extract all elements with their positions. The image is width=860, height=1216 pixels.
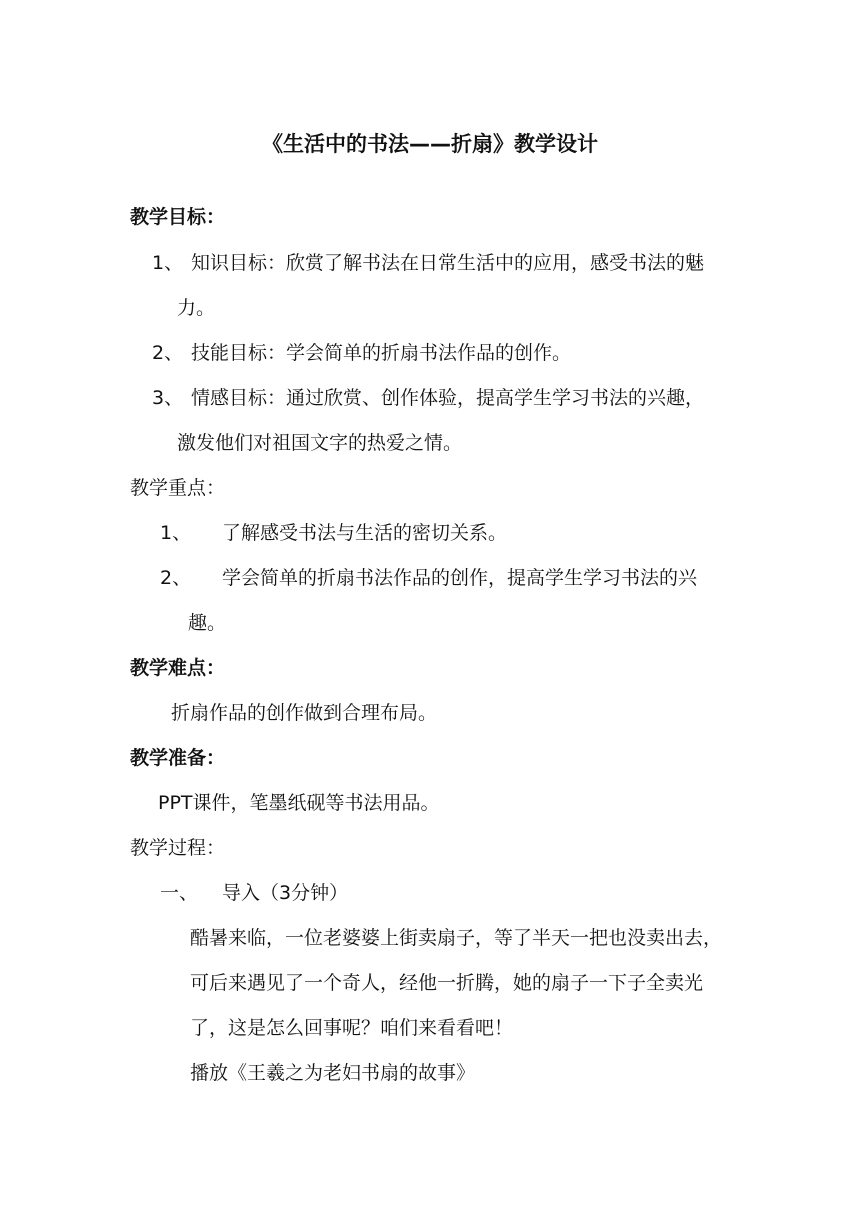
key-point-number: 2、 (160, 567, 192, 589)
play-video-line: 播放《王羲之为老妇书扇的故事》 (190, 1062, 476, 1084)
intro-paragraph-line: 可后来遇见了一个奇人，经他一折腾，她的扇子一下子全卖光 (190, 972, 704, 994)
key-points-heading: 教学重点： (130, 477, 226, 499)
key-point-text-line: 趣。 (188, 612, 227, 634)
key-point-text-line: 学会简单的折扇书法作品的创作，提高学生学习书法的兴 (222, 567, 698, 589)
intro-paragraph-line: 酷暑来临，一位老婆婆上街卖扇子，等了半天一把也没卖出去， (190, 927, 723, 949)
preparation-heading: 教学准备： (130, 747, 226, 769)
key-point-text-line: 了解感受书法与生活的密切关系。 (222, 522, 508, 544)
objective-text-line: 激发他们对祖国文字的热爱之情。 (177, 432, 463, 454)
objective-number: 2、 (152, 342, 184, 364)
section-title: 导入（3分钟） (222, 882, 349, 904)
objective-text-line: 情感目标：通过欣赏、创作体验，提高学生学习书法的兴趣， (191, 387, 705, 409)
objective-text-line: 知识目标：欣赏了解书法在日常生活中的应用，感受书法的魅 (191, 252, 705, 274)
objective-text-line: 技能目标：学会简单的折扇书法作品的创作。 (191, 342, 572, 364)
difficulty-text: 折扇作品的创作做到合理布局。 (171, 702, 438, 724)
section-number: 一、 (160, 882, 199, 904)
objective-number: 1、 (152, 252, 184, 274)
process-heading: 教学过程： (130, 837, 226, 859)
preparation-text: PPT课件，笔墨纸砚等书法用品。 (158, 792, 440, 814)
objectives-heading: 教学目标： (130, 206, 226, 228)
difficulty-heading: 教学难点： (130, 657, 226, 679)
intro-paragraph-line: 了，这是怎么回事呢？咱们来看看吧！ (190, 1017, 514, 1039)
key-point-number: 1、 (160, 522, 192, 544)
page-title: 《生活中的书法——折扇》教学设计 (262, 132, 598, 156)
objective-number: 3、 (152, 387, 184, 409)
objective-text-line: 力。 (177, 297, 216, 319)
